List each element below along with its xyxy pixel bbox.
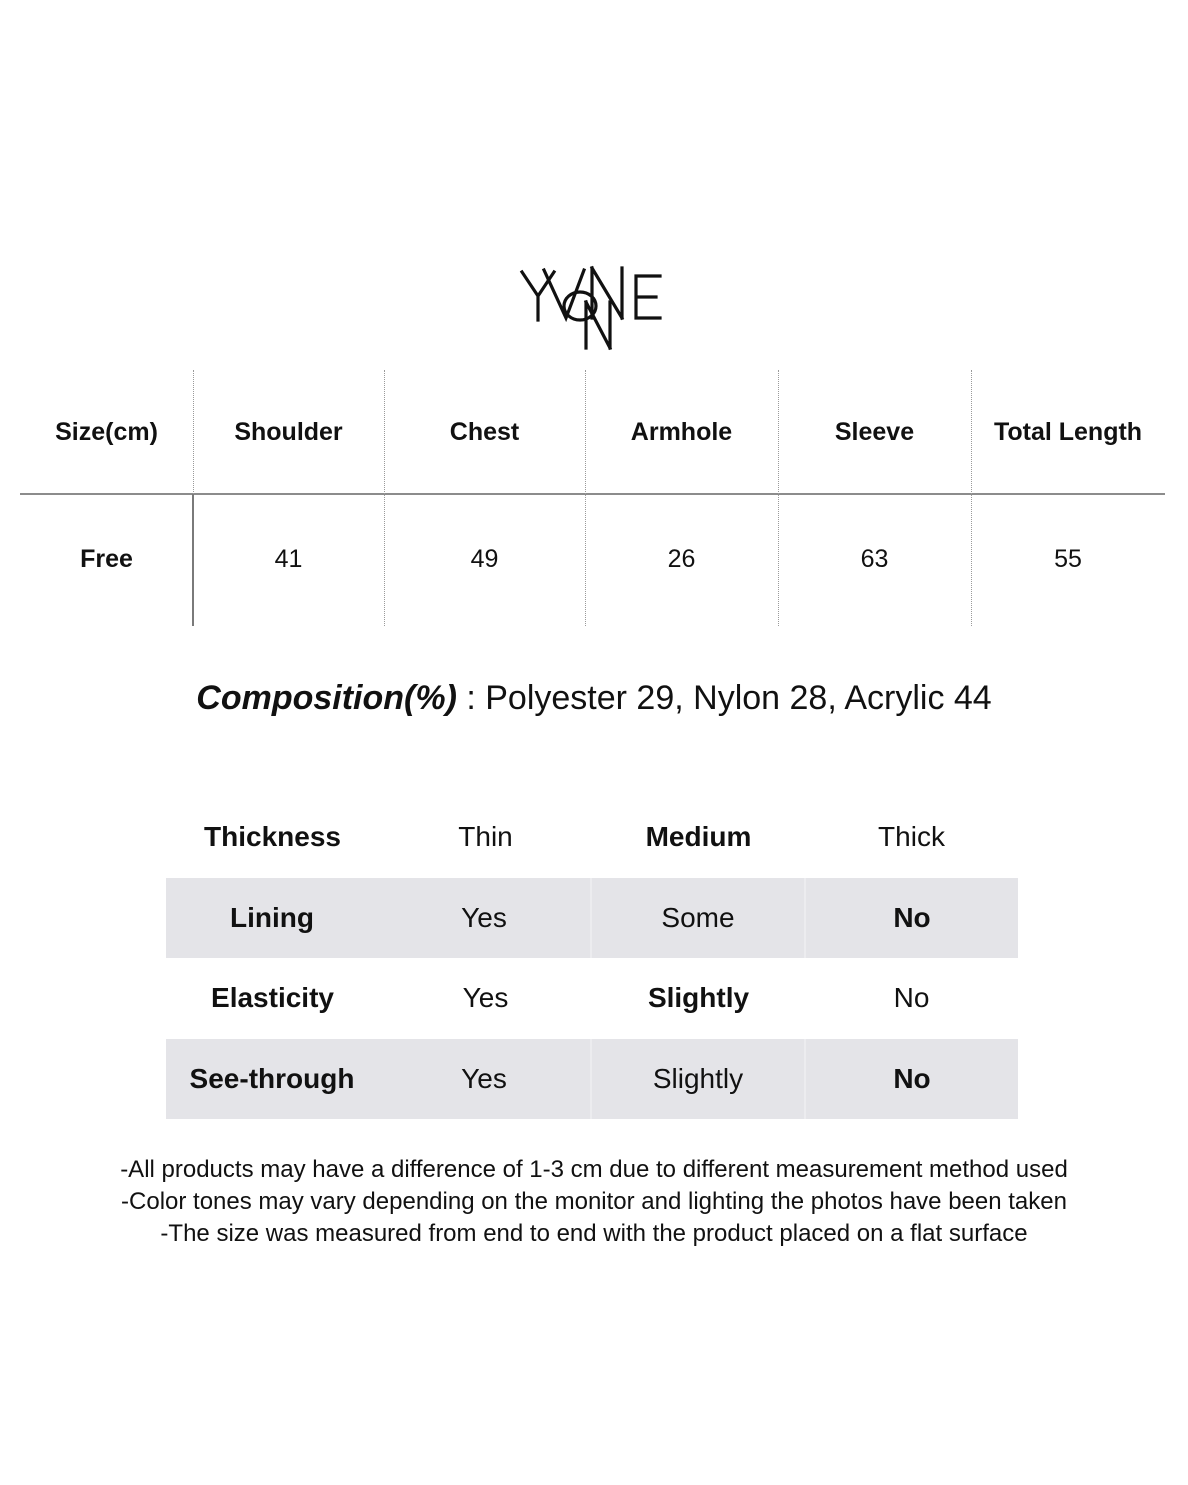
disclaimer-notes	[0, 1154, 1188, 1250]
property-option: Slightly	[592, 1039, 806, 1120]
total-length-value: 55	[1054, 544, 1082, 573]
column-divider	[384, 370, 385, 626]
property-option: Some	[592, 878, 806, 959]
property-label: See-through	[189, 1062, 355, 1094]
property-option: Yes	[462, 982, 509, 1014]
composition-label: Composition(%)	[196, 679, 457, 717]
column-divider	[971, 370, 972, 626]
property-row-lining	[166, 878, 1018, 959]
property-label: Elasticity	[211, 982, 334, 1014]
column-divider	[192, 494, 194, 626]
header-armhole: Armhole	[630, 417, 733, 446]
property-label: Lining	[230, 901, 314, 933]
composition-value: Polyester 29, Nylon 28, Acrylic 44	[485, 679, 992, 717]
fabric-properties-table	[166, 797, 1018, 1119]
note-line: -Color tones may vary depending on the monitor and lighting the photos have been taken	[121, 1188, 1067, 1215]
property-option: Yes	[378, 1039, 592, 1120]
property-option-selected: Medium	[645, 821, 752, 853]
property-option: No	[893, 982, 930, 1014]
property-label: Thickness	[204, 821, 341, 853]
armhole-value: 26	[667, 544, 696, 573]
property-row-elasticity	[166, 958, 1018, 1039]
composition-separator: :	[456, 679, 486, 717]
header-chest: Chest	[449, 417, 520, 446]
column-divider	[778, 370, 779, 626]
header-total-length: Total Length	[993, 417, 1143, 446]
header-sleeve: Sleeve	[834, 417, 915, 446]
note-line: -All products may have a difference of 1-3 cm due to different measurement method used	[120, 1156, 1068, 1183]
size-value: Free	[80, 544, 133, 573]
column-divider	[585, 370, 586, 626]
property-option: Yes	[378, 878, 592, 959]
chest-value: 49	[470, 544, 499, 573]
column-divider	[193, 370, 194, 494]
header-size: Size(cm)	[55, 417, 158, 446]
property-option: Thick	[878, 821, 945, 853]
size-table-header-row	[20, 370, 1165, 494]
property-row-see-through	[166, 1039, 1018, 1120]
property-option-selected: Slightly	[647, 982, 750, 1014]
property-option-selected: No	[893, 1062, 931, 1094]
size-table	[20, 370, 1165, 626]
property-option-selected: No	[893, 901, 931, 933]
brand-logo	[514, 262, 674, 354]
property-option: Thin	[458, 821, 513, 853]
yvonne-monogram-logo	[514, 262, 674, 354]
note-line: -The size was measured from end to end with the product placed on a flat surface	[160, 1220, 1028, 1247]
property-row-thickness	[166, 797, 1018, 878]
shoulder-value: 41	[274, 544, 303, 573]
sleeve-value: 63	[860, 544, 889, 573]
header-shoulder: Shoulder	[234, 417, 343, 446]
composition-line	[0, 676, 1188, 720]
